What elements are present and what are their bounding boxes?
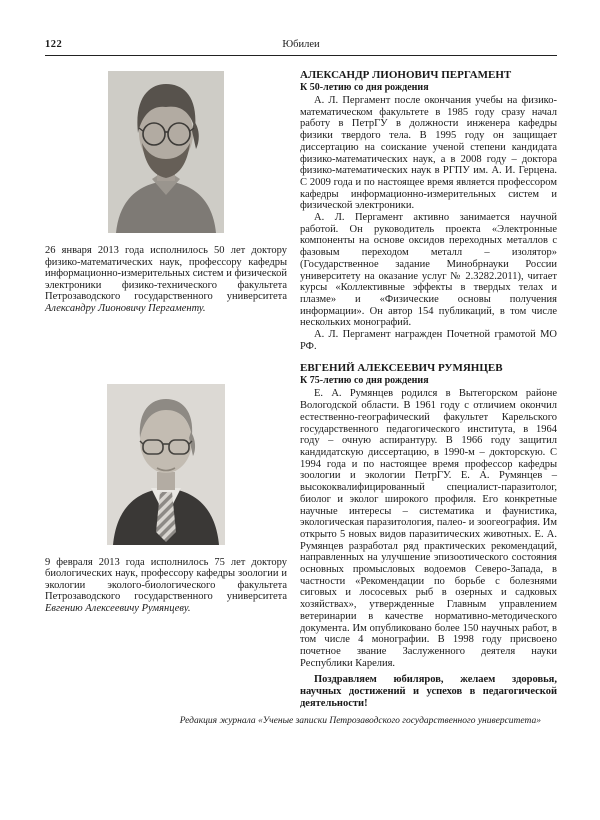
portrait-photo-pergament <box>45 71 287 233</box>
photo-caption-pergament <box>45 245 287 315</box>
article-pergament <box>300 69 557 352</box>
article-subtitle: К 50-летию со дня рождения <box>300 81 429 93</box>
article-title: АЛЕКСАНДР ЛИОНОВИЧ ПЕРГАМЕНТ <box>300 69 512 81</box>
caption-name-italic: Евгению Алексеевичу Румянцеву. <box>45 602 191 614</box>
caption-name-italic: Александру Лионовичу Пергаменту. <box>45 302 206 314</box>
article-subtitle: К 75-летию со дня рождения <box>300 374 429 386</box>
article-paragraph: Е. А. Румянцев родился в Вытегорском районе Вологодской области. В 1961 году с отличием окончил естественно-географический факультет Карельского государственного педагогического института, в 1964 году – очную аспирантуру. В 1966 году защитил кандидатскую диссертацию, в 1990-м – докторскую. С 1994 года и по настоящее время профессор кафедры зоологии и экологии ПетрГУ. Е. А. Румянцев – высококвалифицированный специалист-паразитолог, биолог и эколог широкого профиля. Его конкретные научные интересы – систематика и фаунистика, экологическая паразитология, палео- и зоогеография. Им открыто 5 новых видов паразитических животных. Е. А. Румянцев разработал ряд практических рекомендаций, направленных на улучшение эпизоотического состояния основных промысловых водоемов Северо-Запада, в частности «Рекомендации по борьбе с болезнями сиговых и лососевых рыб в озерных и садковых хозяйствах», утвержденные Главным управлением ветеринарии в качестве нормативно-методического документа. Им опубликовано более 150 научных работ, в том числе 4 монографии. В 1998 году присвоено почетное звание Заслуженного деятеля науки Республики Карелия. <box>300 388 557 669</box>
page-content <box>45 38 557 727</box>
congratulation-paragraph: Поздравляем юбиляров, желаем здоровья, научных достижений и успехов в педагогической деятельности! <box>300 674 557 709</box>
two-column-layout <box>45 65 557 709</box>
caption-text: 9 февраля 2013 года исполнилось 75 лет доктору биологических наук, профессору кафедры зоологии и экологии эколого-биологического факультета Петрозаводского государственного университета <box>45 556 287 603</box>
left-column <box>45 65 287 709</box>
portrait-photo-rumyantsev <box>45 384 287 545</box>
article-rumyantsev <box>300 362 557 669</box>
editorial-signature: Редакция журнала «Ученые записки Петрозаводского государственного университета» <box>179 716 541 727</box>
article-title: ЕВГЕНИЙ АЛЕКСЕЕВИЧ РУМЯНЦЕВ <box>300 362 503 375</box>
page-header <box>45 38 557 53</box>
article-paragraph: А. Л. Пергамент награжден Почетной грамотой МО РФ. <box>300 329 557 352</box>
portrait-rumyantsev-image <box>107 384 225 545</box>
right-column <box>300 65 557 709</box>
photo-caption-rumyantsev <box>45 557 287 615</box>
portrait-pergament-image <box>108 71 224 233</box>
caption-text: 26 января 2013 года исполнилось 50 лет доктору физико-математических наук, профессору кафедры информационно-измерительных систем и физической электроники физико-технического факультета Петрозаводского государственного университета <box>45 245 287 303</box>
running-title: Юбилеи <box>282 39 320 50</box>
page-number: 122 <box>45 39 63 50</box>
header-rule <box>45 55 557 56</box>
article-paragraph: А. Л. Пергамент активно занимается научной работой. Он руководитель проекта «Электронные компоненты на основе оксидов переходных металлов с фазовым переходом металл – изолятор» (Государственное задание Минобрнауки России университету на оказание услуг № 2.3282.2011), читает курсы «Коллективные эффекты в твердых телах и плазме» и «Физические основы получения информации». Он автор 154 публикаций, в том числе нескольких монографий. <box>300 212 557 329</box>
article-paragraph: А. Л. Пергамент после окончания учебы на физико-математическом факультете в 1985 году сразу начал работу в ПетрГУ в должности инженера кафедры физики твердого тела. В 1995 году он защищает диссертацию на соискание ученой степени кандидата физико-математических наук, а в 2008 году – доктора физико-математических наук в РГПУ им. А. И. Герцена. С 2009 года и по настоящее время является профессором кафедры информационно-измерительных систем и физической электроники. <box>300 95 557 212</box>
